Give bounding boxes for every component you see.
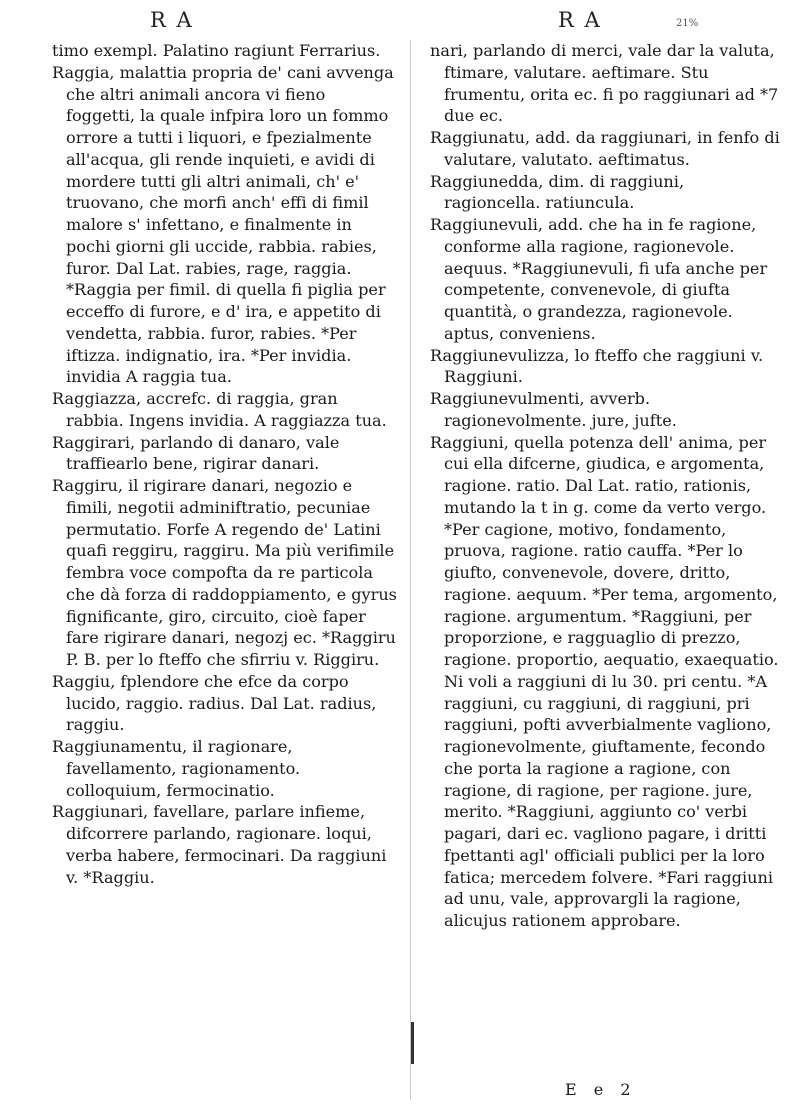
margin-mark xyxy=(411,1022,414,1064)
entry-paragraph: Raggiunedda, dim. di raggiuni, ragioncella. ratiuncula. xyxy=(430,171,685,213)
entry-paragraph: Raggiunatu, add. da raggiunari, in fenfo di valutare, valutato. aeftimatus. xyxy=(430,128,780,169)
right-column xyxy=(430,40,785,932)
running-head-left: R A xyxy=(150,8,194,32)
left-column xyxy=(52,40,397,888)
entry-paragraph: Raggiunevuli, add. che ha in fe ragione, conforme alla ragione, ragionevole. aequus. *Raggiunevuli, fi ufa anche per competente, convenevole, di giufta quantità, o grandezza, ragionevole. aptus, conveniens. xyxy=(430,215,768,343)
page-number: 21% xyxy=(676,18,699,29)
entry-paragraph: Raggiunevulizza, lo fteffo che raggiuni v. Raggiuni. xyxy=(430,345,764,387)
entry-paragraph: Raggirari, parlando di danaro, vale traffiearlo bene, rigirar danari. xyxy=(52,432,340,474)
entry-paragraph: Raggiu, fplendore che efce da corpo lucido, raggio. radius. Dal Lat. radius, raggiu. xyxy=(52,671,377,735)
running-head-right: R A xyxy=(558,8,602,32)
entry-paragraph: Raggiunari, favellare, parlare infieme, difcorrere parlando, ragionare. loqui, verba habere, fermocinari. Da raggiuni v. *Raggiu. xyxy=(52,802,387,887)
entry-paragraph: Raggiazza, accrefc. di raggia, gran rabbia. Ingens invidia. A raggiazza tua. xyxy=(52,389,387,430)
entry-paragraph: nari, parlando di merci, vale dar la valuta, ftimare, valutare. aeftimare. Stu frumentu, orita ec. fi po raggiunari ad *7 due ec. xyxy=(430,41,779,126)
entry-paragraph: Raggiunamentu, il ragionare, favellamento, ragionamento. colloquium, fermocinatio. xyxy=(52,737,301,800)
entry-paragraph: Raggia, malattia propria de' cani avvenga che altri animali ancora vi fieno foggetti, la quale infpira loro un fommo orrore a tutti i liquori, e fpezialmente all'acqua, gli rende inquieti, e avidi di mordere tutti gli altri animali, ch' e' truovano, che morfi anch' effi di fimil malore s' infettano, e finalmente in pochi giorni gli uccide, rabbia. rabies, furor. Dal Lat. rabies, rage, raggia. *Raggia per fimil. di quella fi piglia per ecceffo di furore, e d' ira, e appetito di vendetta, rabbia. furor, rabies. *Per iftizza. indignatio, ira. *Per invidia. invidia A raggia tua. xyxy=(52,62,394,387)
column-divider xyxy=(410,40,411,1100)
entry-paragraph: timo exempl. Palatino ragiunt Ferrarius. xyxy=(52,41,381,60)
entry-paragraph: Raggiru, il rigirare danari, negozio e fimili, negotii adminiftratio, pecuniae permutatio. Forfe A regendo de' Latini quafi reggiru, raggiru. Ma più verifimile fembra voce compofta da re particola che dà forza di raddoppiamento, e gyrus fignificante, giro, circuito, cioè faper fare rigirare danari, negozj ec. *Raggiru P. B. per lo fteffo che sfirriu v. Riggiru. xyxy=(52,476,397,669)
catchword: E e 2 xyxy=(565,1080,637,1099)
entry-paragraph: Raggiunevulmenti, avverb. ragionevolmente. jure, jufte. xyxy=(430,389,677,430)
entry-paragraph: Raggiuni, quella potenza dell' anima, per cui ella difcerne, giudica, e argomenta, ragione. ratio. Dal Lat. ratio, rationis, mutando la t in g. come da verto vergo. *Per cagione, motivo, fondamento, pruova, ragione. ratio cauffa. *Per lo giufto, convenevole, dovere, dritto, ragione. aequum. *Per tema, argomento, ragione. argumentum. *Raggiuni, per proporzione, e ragguaglio di prezzo, ragione. proportio, aequatio, exaequatio. Ni voli a raggiuni di lu 30. pri centu. *A raggiuni, cu raggiuni, di raggiuni, pri raggiuni, pofti avverbialmente vagliono, ragionevolmente, giuftamente, fecondo che porta la ragione a ragione, con ragione, di ragione, per ragione. jure, merito. *Raggiuni, aggiunto co' verbi pagari, dari ec. vagliono pagare, i dritti fpettanti agl' officiali publici per la loro fatica; mercedem folvere. *Fari raggiuni ad unu, vale, approvargli la ragione, alicujus rationem approbare. xyxy=(430,432,779,930)
